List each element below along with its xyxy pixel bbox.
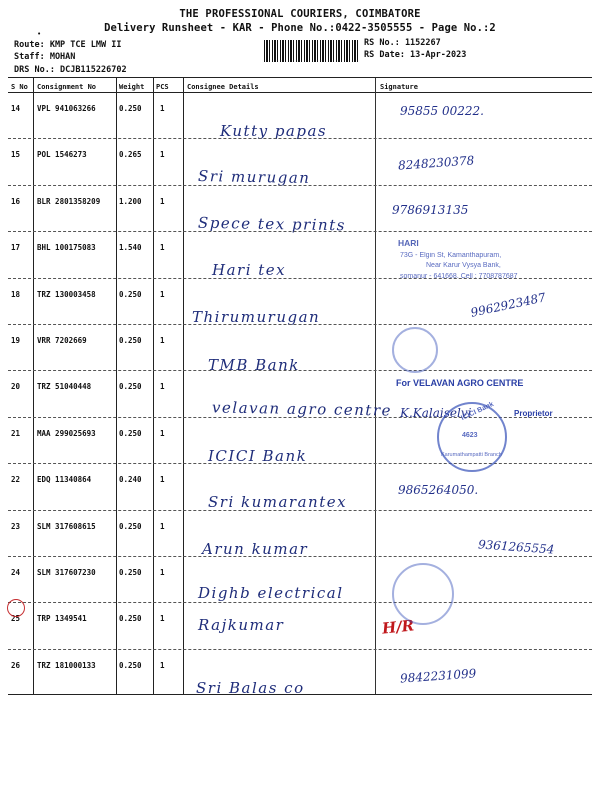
row-pcs: 1 xyxy=(160,521,165,531)
row-weight: 0.250 xyxy=(119,336,142,345)
row-consignee-handwritten: Dighb electrical xyxy=(198,584,344,602)
hari-stamp-address: Near Karur Vysya Bank, xyxy=(426,262,501,269)
row-pcs: 1 xyxy=(160,150,165,160)
row-signature: 9865264050. xyxy=(398,483,479,498)
col-header-consignee: Consignee Details xyxy=(187,83,259,91)
dighb-seal xyxy=(392,563,454,625)
hari-stamp-name: HARI xyxy=(398,238,419,248)
row-pcs: 1 xyxy=(160,243,165,253)
row-separator xyxy=(8,324,592,325)
row-consignee-handwritten: Rajkumar xyxy=(198,616,285,635)
row-sno: 16 xyxy=(11,196,21,206)
row-consignment-no: POL 1546273 xyxy=(37,150,87,160)
velavan-stamp: For VELAVAN AGRO CENTRE xyxy=(396,378,524,388)
row-consignee-handwritten: Kutty papas xyxy=(220,122,328,140)
row-separator xyxy=(8,417,592,418)
row-weight: 0.250 xyxy=(119,614,142,624)
barcode xyxy=(264,40,358,62)
proprietor-label: Proprietor xyxy=(514,409,553,418)
row-pcs: 1 xyxy=(160,660,165,670)
row-weight: 0.250 xyxy=(119,382,142,392)
row-signature: 9361265554 xyxy=(477,536,555,557)
row-consignment-no: VRR 7202669 xyxy=(37,336,87,345)
row-consignment-no: EDQ 11340864 xyxy=(37,475,92,485)
row-consignee-handwritten: Sri Balas co xyxy=(196,678,305,697)
col-header-signature: Signature xyxy=(380,83,418,91)
row-sno: 18 xyxy=(11,289,21,299)
row-consignee-handwritten: Hari tex xyxy=(212,261,287,280)
row-signature: 9786913135 xyxy=(392,202,469,217)
row-signature: 9842231099 xyxy=(399,666,477,686)
row-pcs: 1 xyxy=(160,336,165,345)
rs-date: RS Date: 13-Apr-2023 xyxy=(364,50,467,60)
row-weight: 0.250 xyxy=(119,660,142,670)
row-separator xyxy=(8,649,592,650)
col-header-weight: Weight xyxy=(119,83,145,91)
table-bottom-rule xyxy=(8,694,592,695)
route-label: Route: KMP TCE LMW II xyxy=(14,40,122,50)
row-consignment-no: BHL 100175083 xyxy=(37,243,96,253)
row-separator xyxy=(8,370,592,371)
row-weight: 0.250 xyxy=(119,568,142,577)
row-signature: H/R xyxy=(381,616,415,639)
row-sno: 14 xyxy=(11,104,21,113)
row-sno: 20 xyxy=(11,382,21,392)
row-pcs: 1 xyxy=(160,196,165,206)
hari-stamp-address: 73G - Elgin St, Kamanthapuram, xyxy=(400,252,502,259)
row-consignee-handwritten: velavan agro centre xyxy=(211,398,393,420)
col-header-sno: S No xyxy=(11,83,28,91)
row-consignment-no: MAA 299025693 xyxy=(37,428,96,438)
row-separator xyxy=(8,185,592,186)
row-consignment-no: TRZ 51040448 xyxy=(37,382,92,392)
row-consignee-handwritten: Arun kumar xyxy=(202,539,309,558)
row-pcs: 1 xyxy=(160,382,165,392)
row-sno: 15 xyxy=(11,150,21,160)
rs-number: RS No.: 1152267 xyxy=(364,38,441,48)
row-weight: 0.265 xyxy=(119,150,142,160)
row-sno: 23 xyxy=(11,521,21,531)
row-weight: 0.250 xyxy=(119,521,142,531)
row-separator xyxy=(8,510,592,511)
row-separator xyxy=(8,231,592,232)
tmb-seal xyxy=(392,327,438,373)
row-separator xyxy=(8,463,592,464)
row-pcs: 1 xyxy=(160,428,165,438)
row-consignee-handwritten: Sri kumarantex xyxy=(208,493,348,512)
header-rule xyxy=(8,92,592,93)
row-separator xyxy=(8,602,592,603)
row-consignee-handwritten: TMB Bank xyxy=(208,356,300,374)
row-consignment-no: SLM 317608615 xyxy=(37,521,96,531)
row-weight: 0.250 xyxy=(119,428,142,438)
col-header-pcs: PCS xyxy=(156,83,169,91)
row-signature: 9962923487 xyxy=(469,289,547,320)
row-separator xyxy=(8,138,592,139)
row-separator xyxy=(8,556,592,557)
table-top-rule xyxy=(8,77,592,78)
row-sno: 25 xyxy=(11,614,21,624)
row-weight: 0.250 xyxy=(119,104,142,113)
row-sno: 19 xyxy=(11,336,21,345)
row-sno: 26 xyxy=(11,660,21,670)
row-consignee-handwritten: Spece tex prints xyxy=(197,213,347,235)
icici-seal-code: 4623 xyxy=(462,432,478,439)
row-consignment-no: VPL 941063266 xyxy=(37,104,96,113)
row-sno: 21 xyxy=(11,428,21,438)
drs-number: DRS No.: DCJB115226702 xyxy=(14,65,127,75)
row-consignee-handwritten: Sri murugan xyxy=(197,167,311,188)
col-header-consignment: Consignment No xyxy=(37,83,97,91)
row-25-red-circle xyxy=(7,599,25,617)
row-pcs: 1 xyxy=(160,475,165,485)
row-pcs: 1 xyxy=(160,104,165,113)
row-sno: 24 xyxy=(11,568,21,577)
row-consignment-no: SLM 317607230 xyxy=(37,568,96,577)
row-pcs: 1 xyxy=(160,614,165,624)
row-consignee-handwritten: ICICI Bank xyxy=(208,446,308,465)
row-sno: 17 xyxy=(11,243,21,253)
hari-stamp-phone: somanur - 641668. Cell : 7708787687 xyxy=(400,273,518,280)
row-consignment-no: TRZ 181000133 xyxy=(37,660,96,670)
company-title: THE PROFESSIONAL COURIERS, COIMBATORE xyxy=(179,8,421,20)
row-signature: 95855 00222. xyxy=(400,104,484,118)
row-weight: 1.200 xyxy=(119,196,142,206)
row-consignee-handwritten: Thirumurugan xyxy=(192,307,321,326)
row-pcs: 1 xyxy=(160,289,165,299)
tick-mark: • xyxy=(37,30,42,38)
row-pcs: 1 xyxy=(160,568,165,577)
runsheet-subtitle: Delivery Runsheet - KAR - Phone No.:0422-3505555 - Page No.:2 xyxy=(104,22,496,34)
row-weight: 1.540 xyxy=(119,243,142,253)
icici-seal-branch: Karumathampatti Branch xyxy=(441,452,502,458)
row-consignment-no: BLR 2801358209 xyxy=(37,196,101,206)
staff-label: Staff: MOHAN xyxy=(14,52,76,62)
row-sno: 22 xyxy=(11,475,21,485)
row-weight: 0.250 xyxy=(119,289,142,299)
row-signature: K.Kalaiselvi xyxy=(400,406,472,421)
icici-seal-ring-text: ICICI Bank xyxy=(460,400,495,423)
row-consignment-no: TRP 1349541 xyxy=(37,614,87,624)
row-signature: 8248230378 xyxy=(397,153,475,174)
row-consignment-no: TRZ 130003458 xyxy=(37,289,96,299)
row-weight: 0.240 xyxy=(119,475,142,485)
